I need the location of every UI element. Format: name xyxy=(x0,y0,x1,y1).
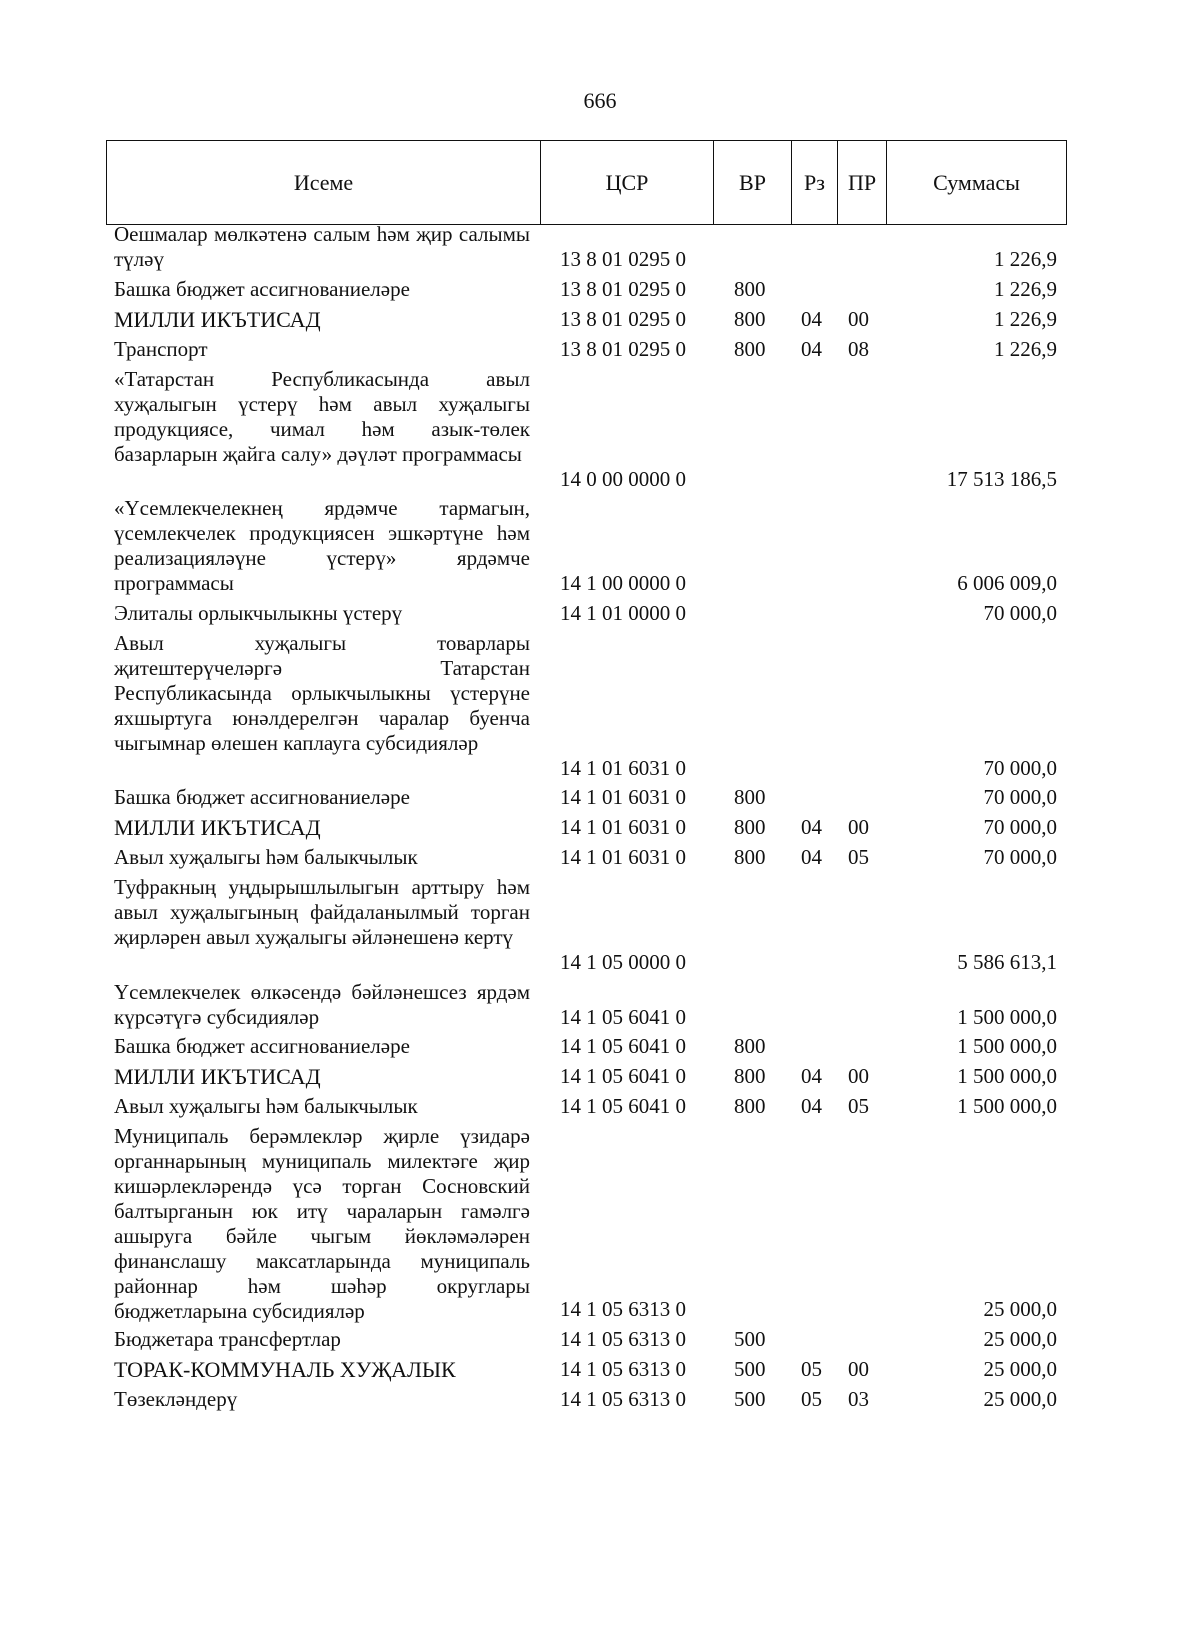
row-csr: 14 1 01 6031 0 xyxy=(560,785,686,809)
row-vr: 800 xyxy=(734,337,766,361)
row-sum: 1 500 000,0 xyxy=(957,1094,1057,1118)
row-name: Авыл хуҗалыгы товарлары җитештерүчеләргә Татарстан Республикасында орлыкчылыкны үстерүне яхшыртуга юнәлдерелгән чаралар буенча чыгымнар өлешен каплауга субсидияләр xyxy=(114,631,530,755)
row-vr: 500 xyxy=(734,1387,766,1411)
table-row xyxy=(0,980,1200,1030)
row-vr: 800 xyxy=(734,1064,766,1088)
row-vr: 500 xyxy=(734,1327,766,1351)
row-name: Үсемлекчелек өлкәсендә бәйләнешсез ярдәм күрсәтүгә субсидияләр xyxy=(114,980,530,1029)
table-row xyxy=(0,1327,1200,1352)
row-sum: 5 586 613,1 xyxy=(957,950,1057,974)
table-row xyxy=(0,631,1200,781)
table-row xyxy=(0,1034,1200,1059)
header-name: Исеме xyxy=(107,141,541,224)
row-sum: 70 000,0 xyxy=(983,845,1057,869)
table-row xyxy=(0,785,1200,810)
row-rz: 05 xyxy=(801,1357,822,1381)
row-name: Транспорт xyxy=(114,337,208,361)
row-csr: 14 1 01 6031 0 xyxy=(560,845,686,869)
row-name: Башка бюджет ассигнованиеләре xyxy=(114,1034,410,1058)
row-vr: 800 xyxy=(734,307,766,331)
header-rz: Рз xyxy=(792,141,838,224)
table-row xyxy=(0,1094,1200,1119)
table-row xyxy=(0,337,1200,362)
row-vr: 800 xyxy=(734,845,766,869)
table-row xyxy=(0,845,1200,870)
table-row xyxy=(0,1357,1200,1382)
row-vr: 800 xyxy=(734,815,766,839)
row-name: Төзекләндерү xyxy=(114,1387,238,1411)
table-row xyxy=(0,601,1200,626)
row-sum: 1 226,9 xyxy=(994,247,1057,271)
table-row xyxy=(0,1387,1200,1412)
row-vr: 500 xyxy=(734,1357,766,1381)
row-name: Оешмалар мөлкәтенә салым һәм җир салымы түләү xyxy=(114,222,530,271)
row-sum: 70 000,0 xyxy=(983,601,1057,625)
row-pr: 00 xyxy=(848,1064,869,1088)
table-row xyxy=(0,277,1200,302)
page-number: 666 xyxy=(583,88,617,113)
row-pr: 05 xyxy=(848,1094,869,1118)
table-row xyxy=(0,367,1200,492)
row-name: Муниципаль берәмлекләр җирле үзидарә органнарының муниципаль милектәге җир кишәрлекләрендә үсә торган Сосновский балтырганын юк итү чараларын гамәлгә ашыруга бәйле чыгым йөкләмәләрен финанслашу максатларында муниципаль районнар һәм шәһәр округлары бюджетларына субсидияләр xyxy=(114,1124,530,1323)
row-sum: 17 513 186,5 xyxy=(946,467,1057,491)
row-csr: 13 8 01 0295 0 xyxy=(560,337,686,361)
row-name: Башка бюджет ассигнованиеләре xyxy=(114,785,410,809)
header-pr: ПР xyxy=(838,141,887,224)
row-name: Авыл хуҗалыгы һәм балыкчылык xyxy=(114,845,418,869)
row-csr: 14 1 05 6041 0 xyxy=(560,1064,686,1088)
row-csr: 14 1 05 6313 0 xyxy=(560,1327,686,1351)
row-csr: 14 1 05 6313 0 xyxy=(560,1357,686,1381)
row-sum: 25 000,0 xyxy=(983,1357,1057,1381)
row-csr: 13 8 01 0295 0 xyxy=(560,247,686,271)
row-rz: 04 xyxy=(801,1094,822,1118)
table-row xyxy=(0,1064,1200,1089)
row-vr: 800 xyxy=(734,785,766,809)
table-header xyxy=(106,140,1067,225)
row-vr: 800 xyxy=(734,277,766,301)
table-row xyxy=(0,307,1200,332)
row-sum: 1 226,9 xyxy=(994,307,1057,331)
row-sum: 25 000,0 xyxy=(983,1387,1057,1411)
row-csr: 14 0 00 0000 0 xyxy=(560,467,686,491)
table-row xyxy=(0,222,1200,272)
row-vr: 800 xyxy=(734,1034,766,1058)
row-csr: 14 1 05 6041 0 xyxy=(560,1005,686,1029)
row-csr: 13 8 01 0295 0 xyxy=(560,307,686,331)
row-rz: 05 xyxy=(801,1387,822,1411)
row-name: МИЛЛИ ИКЪТИСАД xyxy=(114,307,321,332)
row-sum: 1 226,9 xyxy=(994,277,1057,301)
row-sum: 1 500 000,0 xyxy=(957,1064,1057,1088)
row-sum: 1 500 000,0 xyxy=(957,1005,1057,1029)
row-name: ТОРАК-КОММУНАЛЬ ХУҖАЛЫК xyxy=(114,1357,456,1382)
row-name: Авыл хуҗалыгы һәм балыкчылык xyxy=(114,1094,418,1118)
row-sum: 25 000,0 xyxy=(983,1327,1057,1351)
row-pr: 00 xyxy=(848,815,869,839)
row-csr: 14 1 05 6041 0 xyxy=(560,1034,686,1058)
row-csr: 14 1 01 6031 0 xyxy=(560,815,686,839)
row-csr: 14 1 00 0000 0 xyxy=(560,571,686,595)
row-sum: 1 226,9 xyxy=(994,337,1057,361)
row-name: Бюджетара трансфертлар xyxy=(114,1327,341,1351)
row-sum: 70 000,0 xyxy=(983,785,1057,809)
row-rz: 04 xyxy=(801,337,822,361)
table-row xyxy=(0,496,1200,596)
row-name: «Үсемлекчелекнең ярдәмче тармагын, үсемлекчелек продукциясен эшкәртүне һәм реализацияләүне үстерү» ярдәмче программасы xyxy=(114,496,530,595)
table-row xyxy=(0,815,1200,840)
row-pr: 05 xyxy=(848,845,869,869)
header-sum: Суммасы xyxy=(933,169,1020,195)
row-csr: 14 1 05 6313 0 xyxy=(560,1387,686,1411)
row-pr: 08 xyxy=(848,337,869,361)
row-vr: 800 xyxy=(734,1094,766,1118)
row-rz: 04 xyxy=(801,307,822,331)
table-row xyxy=(0,875,1200,975)
row-sum: 70 000,0 xyxy=(983,756,1057,780)
row-csr: 14 1 05 0000 0 xyxy=(560,950,686,974)
row-rz: 04 xyxy=(801,815,822,839)
row-name: «Татарстан Республикасында авыл хуҗалыгын үстерү һәм авыл хуҗалыгы продукциясе, чимал һәм азык-төлек базарларын җайга салу» дәүләт программасы xyxy=(114,367,530,466)
table-row xyxy=(0,1124,1200,1322)
row-csr: 14 1 05 6041 0 xyxy=(560,1094,686,1118)
row-pr: 00 xyxy=(848,307,869,331)
row-sum: 25 000,0 xyxy=(983,1297,1057,1321)
row-name: Туфракның уңдырышлылыгын арттыру һәм авыл хуҗалыгының файдаланылмый торган җирләрен авыл хуҗалыгы әйләнешенә кертү xyxy=(114,875,530,949)
row-csr: 14 1 05 6313 0 xyxy=(560,1297,686,1321)
row-name: МИЛЛИ ИКЪТИСАД xyxy=(114,1064,321,1089)
row-csr: 14 1 01 6031 0 xyxy=(560,756,686,780)
row-name: МИЛЛИ ИКЪТИСАД xyxy=(114,815,321,840)
row-rz: 04 xyxy=(801,1064,822,1088)
row-sum: 70 000,0 xyxy=(983,815,1057,839)
header-csr: ЦСР xyxy=(541,141,714,224)
row-csr: 14 1 01 0000 0 xyxy=(560,601,686,625)
row-name: Башка бюджет ассигнованиеләре xyxy=(114,277,410,301)
row-name: Элиталы орлыкчылыкны үстерү xyxy=(114,601,403,625)
row-sum: 1 500 000,0 xyxy=(957,1034,1057,1058)
row-pr: 00 xyxy=(848,1357,869,1381)
row-sum: 6 006 009,0 xyxy=(957,571,1057,595)
row-pr: 03 xyxy=(848,1387,869,1411)
header-vr: ВР xyxy=(714,141,792,224)
row-rz: 04 xyxy=(801,845,822,869)
row-csr: 13 8 01 0295 0 xyxy=(560,277,686,301)
